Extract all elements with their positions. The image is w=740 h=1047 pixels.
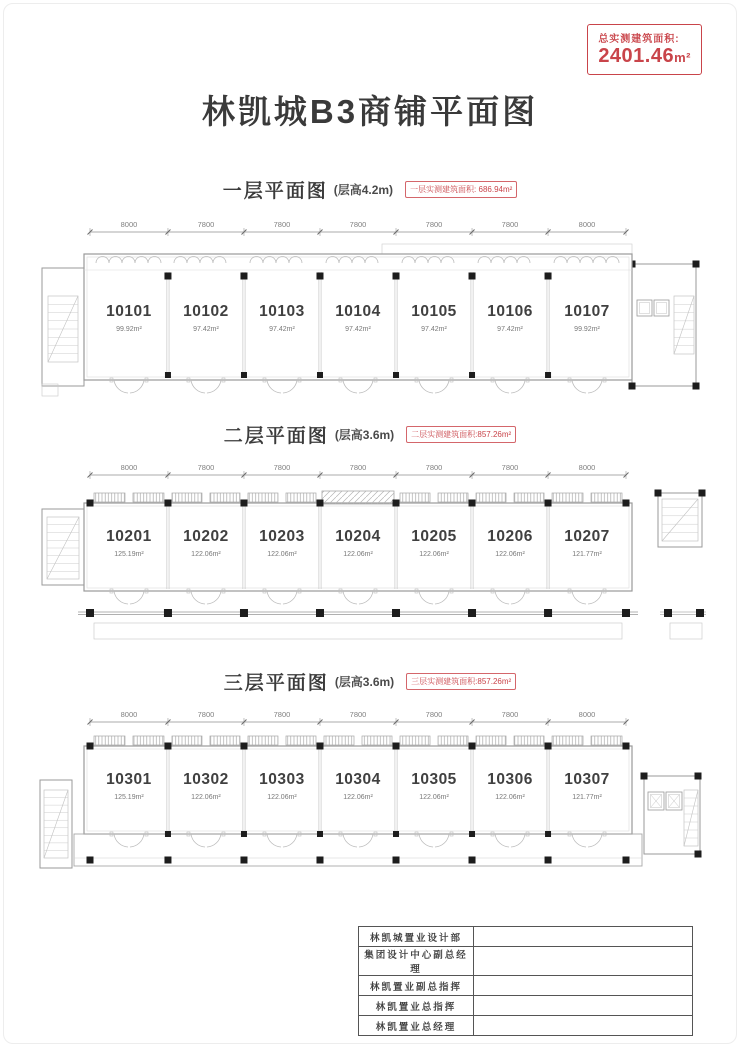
svg-text:7800: 7800 <box>197 220 215 229</box>
signature-empty-cell <box>474 927 693 947</box>
shop-area: 97.42m² <box>421 326 447 333</box>
shop-area: 99.92m² <box>116 326 142 333</box>
shop-number: 10103 <box>259 303 305 320</box>
shop-area: 125.19m² <box>114 794 144 801</box>
shop-area: 122.06m² <box>267 794 297 801</box>
svg-text:7800: 7800 <box>273 463 291 472</box>
svg-text:7800: 7800 <box>501 463 519 472</box>
shop-number: 10302 <box>183 771 229 788</box>
shop-number: 10307 <box>564 771 610 788</box>
floor-2-header <box>224 421 516 447</box>
shop-number: 10206 <box>487 528 533 545</box>
shop-number: 10107 <box>564 303 610 320</box>
floor-1-height-note: (层高4.2m) <box>333 182 394 197</box>
shop-number: 10305 <box>411 771 457 788</box>
svg-text:7800: 7800 <box>349 220 367 229</box>
signature-row <box>359 996 693 1016</box>
svg-text:8000: 8000 <box>578 220 596 229</box>
signature-row <box>359 927 693 947</box>
shop-number: 10102 <box>183 303 229 320</box>
shop-number: 10306 <box>487 771 533 788</box>
shop-number: 10303 <box>259 771 305 788</box>
svg-text:7800: 7800 <box>501 220 519 229</box>
signature-empty-cell <box>474 996 693 1016</box>
total-area-unit: m² <box>674 50 691 65</box>
shop-area: 122.06m² <box>267 551 297 558</box>
floor-3-area-badge: 三层实测建筑面积:857.26m² <box>406 673 516 690</box>
floor-1-title: 一层平面图 <box>222 180 328 202</box>
signature-role-label: 林凯置业总指挥 <box>359 996 474 1016</box>
shop-area: 122.06m² <box>495 551 525 558</box>
signature-row <box>359 947 693 976</box>
svg-text:7800: 7800 <box>501 710 519 719</box>
shop-number: 10205 <box>411 528 457 545</box>
svg-text:7800: 7800 <box>197 710 215 719</box>
floor-1-plan <box>30 210 710 412</box>
signature-role-label: 林凯置业副总指挥 <box>359 976 474 996</box>
shop-area: 121.77m² <box>572 551 602 558</box>
floor-3-height-note: (层高3.6m) <box>334 674 395 689</box>
signature-role-label: 林凯置业总经理 <box>359 1016 474 1036</box>
floor-2-plan <box>30 455 710 657</box>
floor-2-section <box>0 421 740 657</box>
shop-area: 97.42m² <box>345 326 371 333</box>
svg-text:7800: 7800 <box>425 710 443 719</box>
shop-area: 122.06m² <box>419 794 449 801</box>
floor-2-height-note: (层高3.6m) <box>334 427 395 442</box>
svg-text:8000: 8000 <box>120 220 138 229</box>
shop-area: 97.42m² <box>497 326 523 333</box>
signature-row <box>359 1016 693 1036</box>
floor-3-title: 三层平面图 <box>223 672 329 694</box>
floor-2-title: 二层平面图 <box>223 425 329 447</box>
shop-number: 10101 <box>106 303 152 320</box>
shop-number: 10202 <box>183 528 229 545</box>
shop-number: 10203 <box>259 528 305 545</box>
svg-text:7800: 7800 <box>349 463 367 472</box>
signature-empty-cell <box>474 947 693 976</box>
shop-area: 122.06m² <box>191 794 221 801</box>
svg-text:8000: 8000 <box>120 710 138 719</box>
shop-area: 97.42m² <box>193 326 219 333</box>
floor-3-header <box>224 668 516 694</box>
svg-text:8000: 8000 <box>120 463 138 472</box>
shop-number: 10201 <box>106 528 152 545</box>
svg-text:7800: 7800 <box>425 220 443 229</box>
page-title: 林凯城B3商铺平面图 <box>201 93 539 130</box>
shop-number: 10304 <box>335 771 381 788</box>
signature-table <box>358 926 693 1036</box>
shop-number: 10104 <box>335 303 381 320</box>
shop-area: 122.06m² <box>495 794 525 801</box>
signature-empty-cell <box>474 976 693 996</box>
shop-area: 122.06m² <box>191 551 221 558</box>
signature-role-label: 集团设计中心副总经理 <box>359 947 474 976</box>
total-area-badge <box>587 24 702 75</box>
floor-1-section <box>0 176 740 412</box>
shop-area: 97.42m² <box>269 326 295 333</box>
shop-area: 122.06m² <box>343 551 373 558</box>
shop-number: 10105 <box>411 303 457 320</box>
shop-area: 99.92m² <box>574 326 600 333</box>
total-area-label: 总实测建筑面积: <box>598 34 680 45</box>
signature-row <box>359 976 693 996</box>
floor-1-area-badge: 一层实测建筑面积: 686.94m² <box>405 181 517 198</box>
signature-role-label: 林凯城置业设计部 <box>359 927 474 947</box>
floor-1-header <box>223 176 518 202</box>
svg-text:7800: 7800 <box>349 710 367 719</box>
shop-number: 10106 <box>487 303 533 320</box>
svg-text:7800: 7800 <box>273 220 291 229</box>
shop-area: 125.19m² <box>114 551 144 558</box>
svg-text:7800: 7800 <box>273 710 291 719</box>
shop-area: 122.06m² <box>419 551 449 558</box>
shop-number: 10207 <box>564 528 610 545</box>
shop-area: 122.06m² <box>343 794 373 801</box>
total-area-value: 2401.46m² <box>598 45 691 67</box>
svg-text:7800: 7800 <box>425 463 443 472</box>
floor-3-section <box>0 668 740 892</box>
floor-2-area-badge: 二层实测建筑面积:857.26m² <box>406 426 516 443</box>
svg-text:8000: 8000 <box>578 463 596 472</box>
shop-number: 10204 <box>335 528 381 545</box>
svg-text:7800: 7800 <box>197 463 215 472</box>
shop-number: 10301 <box>106 771 152 788</box>
shop-area: 121.77m² <box>572 794 602 801</box>
signature-empty-cell <box>474 1016 693 1036</box>
svg-text:8000: 8000 <box>578 710 596 719</box>
floor-3-plan <box>30 702 710 892</box>
